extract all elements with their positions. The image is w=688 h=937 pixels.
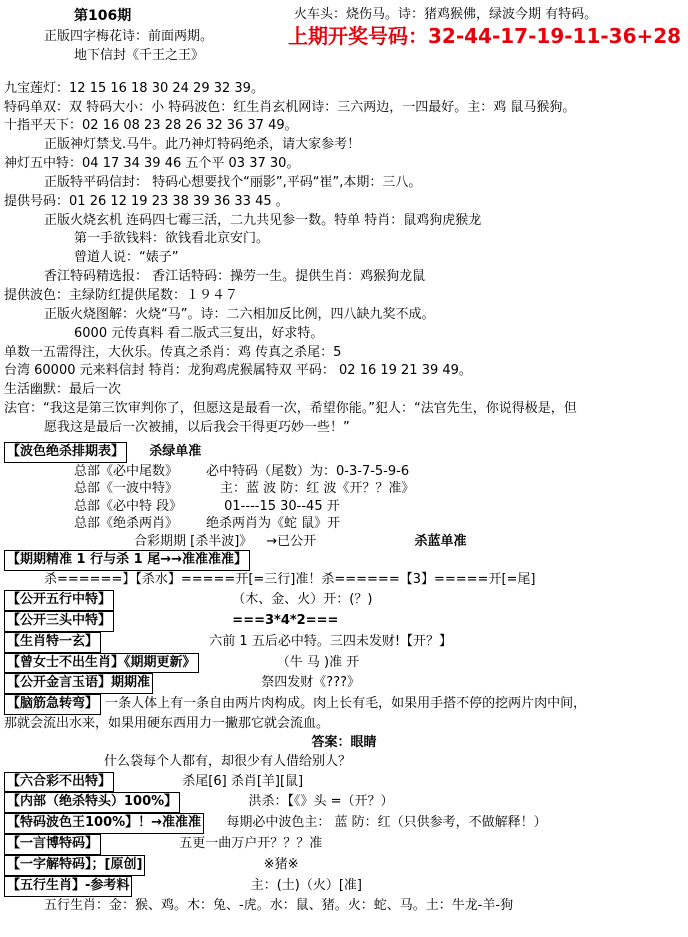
section-boxed-7 [4, 673, 684, 694]
body-row [4, 155, 684, 174]
table-cell-right: 01----15 30--45 开 [224, 498, 340, 514]
row-label: 特码单双： [4, 99, 70, 115]
boxed-11-content: 每期必中波色主： 蓝 防：红（只供参考，不做解释！） [226, 815, 547, 831]
header-top-right-note: 火车头：烧伤马。诗：猪鸡猴佛，绿波今期 有特码。 [294, 7, 598, 22]
row-text: 曾道人说：“婊子” [74, 250, 179, 266]
row-text: 正版特平码信封： 特码心想要找个“丽影”,平码“崔”,本期：三八。 [44, 174, 422, 190]
row-text: 第一手欲钱料：欲钱看北京安门。 [74, 231, 270, 247]
boxed-label-shengxiao-teyixuan: 【生肖特一玄】 [4, 632, 101, 653]
section-boxed-5 [4, 632, 684, 653]
boxed-label-wuxing-shengxiao: 【五行生肖】-参考料 [4, 876, 132, 897]
row-text: 6000 元传真料 看二版式三复出，好求特。 [74, 325, 324, 341]
table-row [4, 498, 684, 516]
boxed-7-content: 祭四发财《???》 [261, 675, 360, 691]
body-row [4, 344, 684, 363]
body-row [4, 400, 684, 419]
sha-lv-dan-zhun: 杀绿单准 [149, 443, 202, 459]
answer-line: 答案：眼睛 [311, 734, 377, 750]
row-text: 主绿防红提供尾数：１９４７ [69, 287, 239, 303]
body-row [4, 287, 684, 306]
boxed-3-content: （木、金、火）开：(？) [232, 591, 373, 607]
body-row [4, 381, 684, 400]
row-label: 神灯五中特： [4, 156, 83, 172]
body-row [4, 99, 684, 118]
table-cell-left: 总部《必中特 段》 [74, 498, 183, 514]
boxed-12-content: 五更一曲万户开？？？准 [179, 836, 323, 852]
table-cell-left: 总部《一波中特》 [74, 481, 179, 497]
body-row [4, 325, 684, 344]
boxed-5-content: 六前 1 五后必中特。三四未发财!【开？】 [209, 633, 453, 649]
section-boxed-2 [4, 550, 684, 571]
section-boxed-13 [4, 855, 684, 876]
boxed-label-zengnvshi: 【曾女士不出生肖】《期期更新》 [4, 653, 199, 674]
body-row [4, 230, 684, 249]
boxed-label-yiyan-bote: 【一言博特码】 [4, 834, 101, 855]
boxed-6-content: （牛 马 )准 开 [276, 654, 360, 670]
row-text: 香江特码精选报： 香江话特码：操劳一生。提供生肖：鸡猴狗龙鼠 [44, 269, 426, 285]
draw-result-banner: 上期开奖号码：32-44-17-19-11-36+28 [288, 24, 682, 48]
body-row [4, 136, 684, 155]
body-row [4, 362, 684, 381]
row-text: 正版神灯禁戈.马牛。此乃神灯特码绝杀，请大家参考！ [44, 137, 361, 153]
boxed-8-text-part: 一条人体上有一条自由两片肉构成。肉上长有毛，如果用手搭不停的挖两片肉中间， [105, 696, 587, 712]
sha-lan-dan-zhun: 杀蓝单准 [414, 533, 467, 549]
section-boxed-8 [4, 694, 684, 715]
section-boxed-11 [4, 813, 684, 834]
row-label: 提供号码： [4, 193, 70, 209]
table-cell-right: →已公开 [266, 533, 317, 549]
body-row [4, 174, 684, 193]
boxed-9-content: 杀尾[6] 杀肖[羊][鼠] [182, 773, 304, 789]
section-boxed-14 [4, 876, 684, 897]
row-text: 04 17 34 39 46 五个平 03 37 30。 [82, 156, 300, 172]
page-title: 第106期 [74, 8, 132, 24]
row-text: 正版火烧玄机 连码四七霉三活，二九共见参一数。特单 特肖：鼠鸡狗虎猴龙 [44, 212, 482, 228]
row-text: 单数一五需得注，大伙乐。传真之杀肖：鸡 传真之杀尾：5 [4, 344, 342, 360]
section-boxed-4 [4, 611, 684, 632]
table-cell-left: 合彩期期 [杀半波]》 [134, 533, 253, 549]
boxed-label-liuhecai-buchu-te: 【六合彩不出特】 [4, 772, 114, 793]
table-cell-right: 主：蓝 波 防：红 波《开？？准》 [220, 481, 415, 497]
body-row [4, 80, 684, 99]
body-row [4, 268, 684, 287]
body-row [4, 193, 684, 212]
section-boxed-12 [4, 834, 684, 855]
row-text: 02 16 08 23 28 26 32 36 37 49。 [82, 118, 298, 134]
table-cell-right: 绝杀两肖为《蛇 鼠》开 [206, 516, 341, 532]
body-row [4, 249, 684, 268]
prediction-table [4, 463, 684, 551]
table-row [4, 515, 684, 533]
body-row [4, 117, 684, 136]
header-line-1: 正版四字梅花诗：前面两期。 [44, 29, 214, 44]
body-rows [4, 80, 684, 438]
boxed-label-santou-zhongte: 【公开三头中特】 [4, 611, 114, 632]
row-text: 正版火烧图解：火烧“马”。诗：二六相加反比例，四八缺九奖不成。 [44, 306, 435, 322]
table-row [4, 463, 684, 481]
boxed-10-content: 洪杀：【《》头 =（开？） [248, 794, 394, 810]
boxed-4-content: ===3*4*2=== [232, 612, 339, 628]
section-boxed-1 [4, 442, 684, 463]
row-text: 12 15 16 18 30 24 29 32 39。 [69, 80, 264, 96]
boxed-label-naojin-jizhuanwan: 【脑筋急转弯】 [4, 694, 101, 715]
table-cell-right: 必中特码（尾数）为：0-3-7-5-9-6 [206, 463, 410, 479]
boxed-8-text-cont: 那就会流出水来，如果用硬东西用力一撇那它就会流血。 [4, 716, 330, 732]
header-line-2: 地下信封《千王之王》 [74, 47, 205, 63]
boxed-label-wuxing-zhongte: 【公开五行中特】 [4, 590, 114, 611]
row-text: 01 26 12 19 23 38 39 36 33 45 。 [69, 193, 289, 209]
row-label: 十指平天下： [4, 118, 83, 134]
row-text: 台湾 60000 元来料信封 特肖：龙狗鸡虎猴属特双 平码： 02 16 19 21 39 49。 [4, 363, 472, 379]
section-boxed-10 [4, 792, 684, 813]
boxed-label-sha-se: 【波色绝杀排期表】 [4, 442, 127, 463]
body-row [4, 212, 684, 231]
row-text: 愿我这是最后一次被捕，以后我会干得更巧妙一些！” [44, 419, 350, 435]
row-label: 提供波色： [4, 287, 70, 303]
boxed-label-tema-bose-wang: 【特码波色王100%】！→准准准 [4, 813, 204, 834]
section-boxed-3 [4, 590, 684, 611]
boxed-14-content: 主：(土)（火）[准] [250, 877, 362, 893]
row-text: 法官：“我这是第三饮审判你了，但愿这是最看一次，希望你能。”犯人：“法官先生，你说得极是，但 [4, 401, 577, 417]
boxed-label-yizi-jie-tema: 【一字解特码】；[原创] [4, 855, 145, 876]
table-row [4, 480, 684, 498]
row-text: 生活幽默：最后一次 [4, 382, 122, 398]
boxed-label-neibu-juesha-tetou: 【内部（绝杀特头）100%】 [4, 792, 180, 813]
row-text: 双 特码大小：小 特码波色：红生肖玄机网诗：三六两边，一四最好。主：鸡 鼠马猴狗。 [69, 99, 576, 115]
table-row [4, 533, 684, 551]
footer-line: 五行生肖：金：猴、鸡。木：兔、-虎。水：鼠、猪。火：蛇、马。土：牛龙-羊-狗 [44, 897, 514, 913]
table-cell-left: 总部《绝杀两肖》 [74, 516, 179, 532]
table-cell-left: 总部《必中尾数》 [74, 463, 179, 479]
boxed-13-content: ※猪※ [263, 856, 299, 872]
body-row [4, 306, 684, 325]
boxed-2-content: 杀======】【杀水】=====开[=三行]准！杀======【3】=====开[=尾] [44, 572, 536, 588]
boxed-label-jinyan-yuyu: 【公开金言玉语】期期准 [4, 673, 153, 694]
section-boxed-9 [4, 772, 684, 793]
riddle-line: 什么袋每个人都有，却很少有人借给别人？ [104, 753, 352, 769]
section-boxed-6 [4, 653, 684, 674]
body-row [4, 419, 684, 438]
boxed-label-qiqi-jingzhun: 【期期精准 1 行与杀 1 尾→→准准准准】 [4, 550, 250, 571]
row-label: 九宝莲灯： [4, 80, 70, 96]
